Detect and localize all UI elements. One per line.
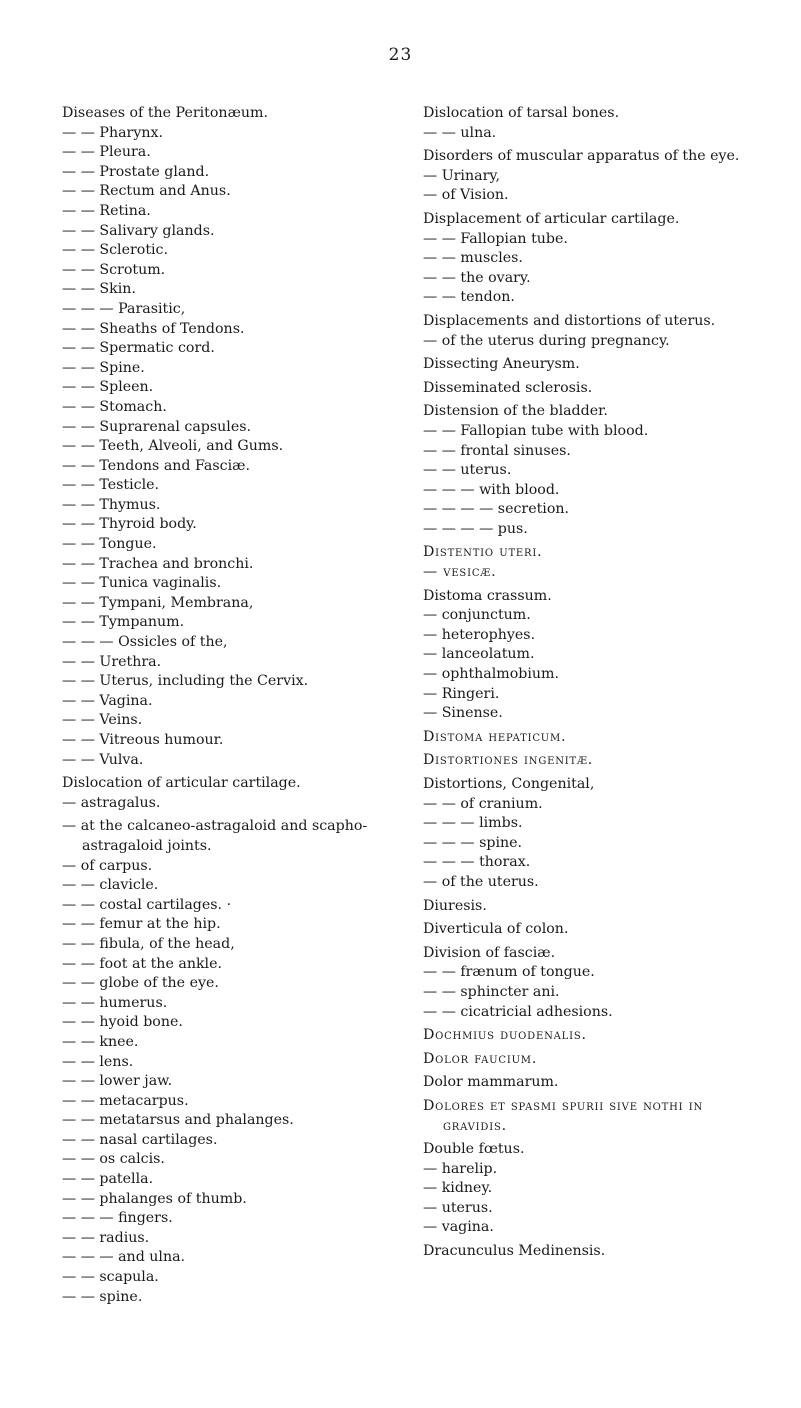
index-entry: — — Rectum and Anus. bbox=[62, 183, 231, 200]
index-entry: — — Salivary glands. bbox=[62, 222, 215, 239]
index-entry: — — Tongue. bbox=[62, 536, 157, 553]
page-number: 23 bbox=[388, 45, 413, 65]
index-entry: Dolor mammarum. bbox=[423, 1074, 559, 1091]
index-entry: — — Fallopian tube. bbox=[423, 230, 568, 247]
index-entry: — — Suprarenal capsules. bbox=[62, 418, 252, 435]
index-entry: — — Retina. bbox=[62, 202, 151, 219]
index-entry: Dochmius duodenalis. bbox=[423, 1027, 587, 1044]
index-entry: Diverticula of colon. bbox=[423, 921, 569, 938]
index-entry: — at the calcaneo-astragaloid and scapho-astragaloid joints. bbox=[62, 818, 368, 854]
index-entry: — — — — pus. bbox=[423, 520, 528, 537]
index-entry: — — Pharynx. bbox=[62, 124, 163, 141]
index-entry: — — Vagina. bbox=[62, 692, 153, 709]
index-entry: — Ringeri. bbox=[423, 685, 500, 702]
index-entry: Distoma hepaticum. bbox=[423, 728, 567, 745]
index-entry: — — scapula. bbox=[62, 1269, 159, 1286]
index-entry: — — Tunica vaginalis. bbox=[62, 575, 222, 592]
index-entry: — ophthalmobium. bbox=[423, 666, 560, 683]
index-entry: — — costal cartilages. · bbox=[62, 896, 232, 913]
index-entry: — of the uterus during pregnancy. bbox=[423, 332, 670, 349]
index-entry: — — uterus. bbox=[423, 462, 512, 479]
index-entry: — lanceolatum. bbox=[423, 646, 535, 663]
index-entry: — — Teeth, Alveoli, and Gums. bbox=[62, 438, 284, 455]
index-entry: Diseases of the Peritonæum. bbox=[62, 105, 269, 121]
index-entry: Dislocation of articular cartilage. bbox=[62, 775, 301, 792]
index-entry: Distentio uteri. bbox=[423, 544, 543, 561]
index-entry: — — tendon. bbox=[423, 289, 515, 306]
index-entry: Dolores et spasmi spurii sive nothi in gravidis. bbox=[423, 1097, 704, 1134]
index-entry: — — foot at the ankle. bbox=[62, 955, 222, 972]
index-entry: — — Thymus. bbox=[62, 496, 161, 513]
index-entry: — — frontal sinuses. bbox=[423, 442, 571, 459]
index-entry: Double fœtus. bbox=[423, 1141, 525, 1158]
index-entry: — — sphincter ani. bbox=[423, 983, 560, 1000]
index-entry: — — nasal cartilages. bbox=[62, 1131, 218, 1148]
index-entry: — vagina. bbox=[423, 1219, 494, 1236]
index-entry: — — Thyroid body. bbox=[62, 516, 197, 533]
index-entry: Displacements and distortions of uterus. bbox=[423, 312, 716, 329]
index-entry: — — the ovary. bbox=[423, 269, 531, 286]
index-entry: — — Sclerotic. bbox=[62, 242, 169, 259]
index-entry: — heterophyes. bbox=[423, 626, 536, 643]
index-entry: — — Pleura. bbox=[62, 144, 151, 161]
index-entry: — — os calcis. bbox=[62, 1151, 165, 1168]
index-entry: — — Spleen. bbox=[62, 379, 154, 396]
index-entry: — — Spine. bbox=[62, 359, 145, 376]
index-entry: — — radius. bbox=[62, 1229, 150, 1246]
index-entry: — — phalanges of thumb. bbox=[62, 1190, 247, 1207]
index-entry: Distension of the bladder. bbox=[423, 403, 608, 420]
index-entry: Dolor faucium. bbox=[423, 1050, 538, 1067]
index-entry: — — — — secretion. bbox=[423, 501, 570, 518]
index-entry: Dracunculus Medinensis. bbox=[423, 1243, 606, 1260]
index-entry: — — Spermatic cord. bbox=[62, 340, 215, 357]
index-entry: — — muscles. bbox=[423, 250, 523, 267]
index-entry: — — — limbs. bbox=[423, 815, 523, 832]
index-entry: — — femur at the hip. bbox=[62, 916, 221, 933]
index-entry: — astragalus. bbox=[62, 794, 161, 811]
index-entry: — of carpus. bbox=[62, 857, 153, 874]
index-entry: — Sinense. bbox=[423, 705, 503, 722]
index-entry: Disorders of muscular apparatus of the eye. bbox=[423, 148, 740, 165]
index-entry: Dislocation of tarsal bones. bbox=[423, 105, 620, 121]
index-entry: — — clavicle. bbox=[62, 877, 159, 894]
index-entry: — Urinary, bbox=[423, 167, 500, 184]
index-entry: — of Vision. bbox=[423, 187, 509, 204]
index-entry: — — Trachea and bronchi. bbox=[62, 555, 254, 572]
index-entry: Displacement of articular cartilage. bbox=[423, 210, 680, 227]
index-entry: — — Testicle. bbox=[62, 477, 160, 494]
index-entry: Distortions, Congenital, bbox=[423, 776, 595, 792]
index-entry: — — — spine. bbox=[423, 834, 523, 851]
index-entry: — — spine. bbox=[62, 1288, 143, 1305]
index-entry: — — Uterus, including the Cervix. bbox=[62, 673, 309, 690]
index-entry: — — — Parasitic, bbox=[62, 300, 186, 317]
index-entry: — — knee. bbox=[62, 1033, 139, 1050]
index-entry: — — cicatricial adhesions. bbox=[423, 1003, 613, 1020]
index-entry: — — — Ossicles of the, bbox=[62, 634, 228, 651]
index-entry: Distoma crassum. bbox=[423, 587, 552, 604]
index-entry: — — Vulva. bbox=[62, 751, 144, 768]
index-entry: — — Stomach. bbox=[62, 398, 167, 415]
index-entry: — — frænum of tongue. bbox=[423, 964, 595, 981]
index-entry: — conjunctum. bbox=[423, 607, 531, 624]
index-entry: — — metatarsus and phalanges. bbox=[62, 1112, 294, 1129]
index-entry: Dissecting Aneurysm. bbox=[423, 356, 580, 373]
index-entry: — kidney. bbox=[423, 1180, 493, 1197]
index-entry: — harelip. bbox=[423, 1160, 498, 1177]
index-entry: — — lens. bbox=[62, 1053, 134, 1070]
index-entry: — — ulna. bbox=[423, 124, 497, 141]
index-entry: — — — thorax. bbox=[423, 854, 531, 871]
index-entry: — — Fallopian tube with blood. bbox=[423, 422, 649, 439]
index-entry: — — — fingers. bbox=[62, 1210, 173, 1227]
index-entry: — — Skin. bbox=[62, 281, 136, 298]
index-entry: — uterus. bbox=[423, 1199, 493, 1216]
index-entry: — — of cranium. bbox=[423, 795, 543, 812]
index-entry: — — hyoid bone. bbox=[62, 1014, 183, 1031]
index-entry: — — Urethra. bbox=[62, 653, 162, 670]
index-entry: — — Tympani, Membrana, bbox=[62, 594, 254, 611]
index-entry: — — humerus. bbox=[62, 994, 168, 1011]
index-entry: — — lower jaw. bbox=[62, 1073, 173, 1090]
index-entry: Disseminated sclerosis. bbox=[423, 379, 593, 396]
index-entry: — — Sheaths of Tendons. bbox=[62, 320, 245, 337]
index-entry: Division of fasciæ. bbox=[423, 944, 556, 961]
index-entry: — — — with blood. bbox=[423, 481, 560, 498]
index-entry: — — — and ulna. bbox=[62, 1249, 186, 1266]
index-entry: — of the uterus. bbox=[423, 873, 539, 890]
index-entry: — — Tympanum. bbox=[62, 614, 185, 631]
index-entry: — — metacarpus. bbox=[62, 1092, 189, 1109]
index-entry: Distortiones ingenitæ. bbox=[423, 752, 594, 769]
index-column-left bbox=[62, 100, 397, 1307]
index-entry: — — globe of the eye. bbox=[62, 975, 219, 992]
index-entry: — — Tendons and Fasciæ. bbox=[62, 457, 250, 474]
index-entry: — — Prostate gland. bbox=[62, 163, 210, 180]
index-entry: Diuresis. bbox=[423, 897, 487, 914]
index-entry: — — fibula, of the head, bbox=[62, 935, 235, 952]
index-entry: — vesicæ. bbox=[423, 564, 497, 581]
index-entry: — — patella. bbox=[62, 1171, 154, 1188]
index-entry: — — Vitreous humour. bbox=[62, 732, 224, 748]
index-entry: — — Veins. bbox=[62, 712, 143, 729]
index-entry: — — Scrotum. bbox=[62, 261, 166, 278]
index-column-right bbox=[423, 100, 763, 1262]
